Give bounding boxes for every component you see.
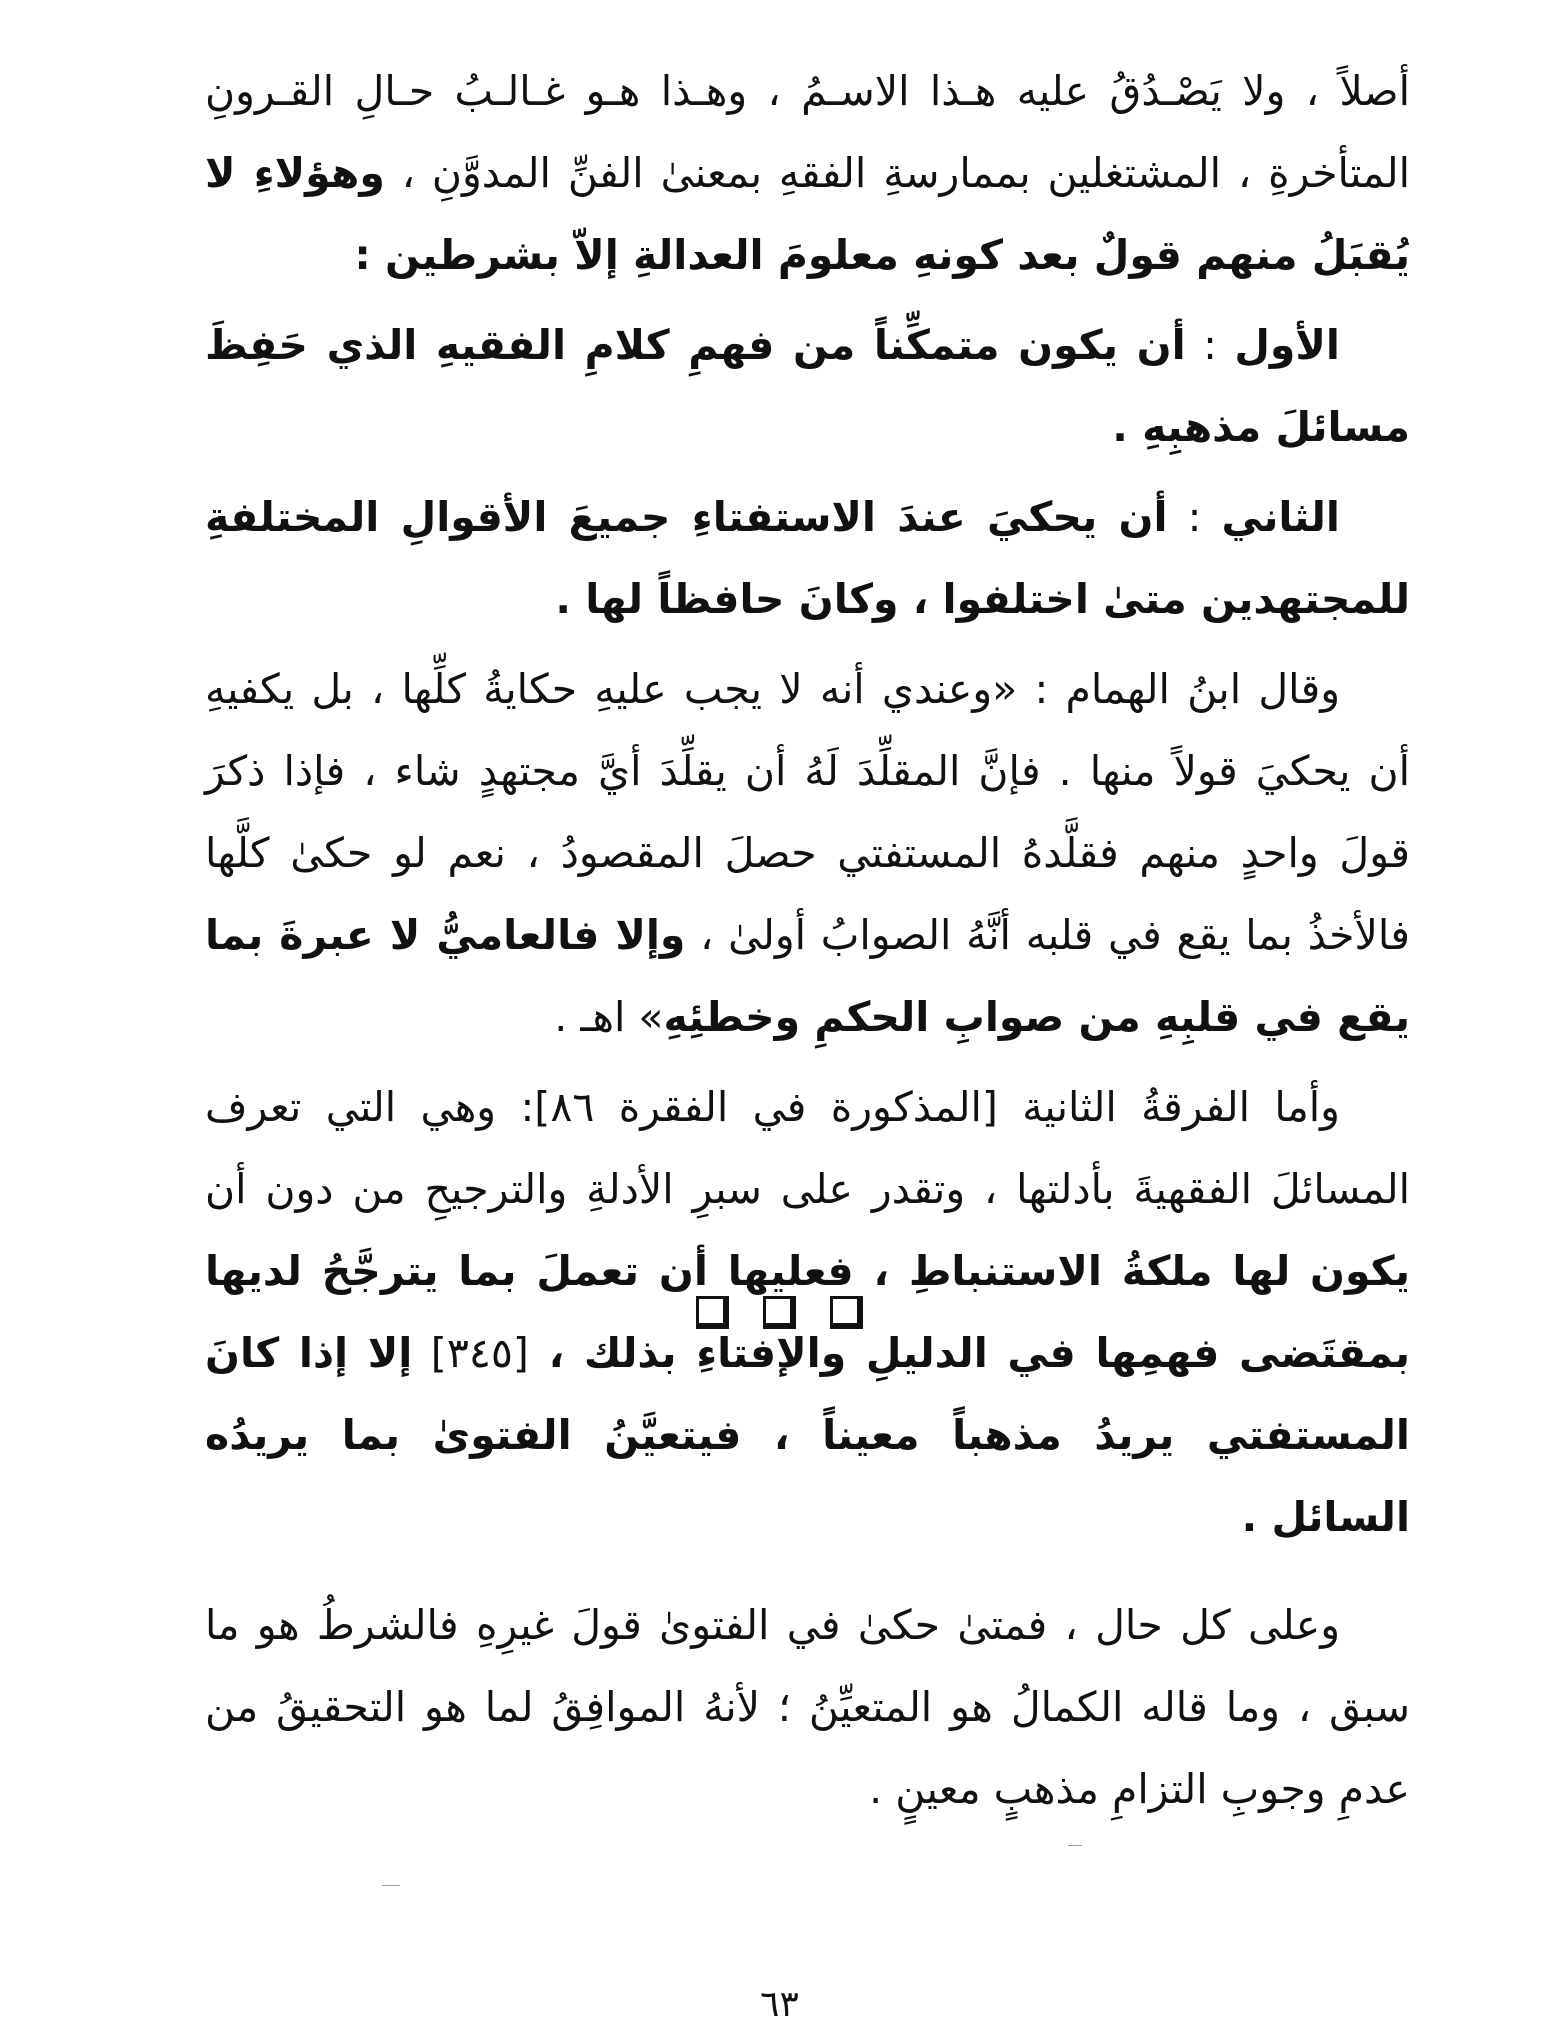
- bold-text-segment: إلا إذا كانَ المستفتي يريدُ مذهباً معيناً ، فيتعيَّنُ الفتوىٰ بما يريدُه السائل .: [205, 1329, 1410, 1541]
- bold-text-segment: أن يحكيَ عندَ الاستفتاءِ جميعَ الأقوالِ المختلفةِ للمجتهدين متىٰ اختلفوا ، وكانَ حافظاً لها .: [205, 493, 1410, 623]
- text-segment: [٣٤٥]: [412, 1329, 529, 1377]
- scan-speck: [382, 1885, 400, 1886]
- book-page-body: [205, 50, 1410, 1830]
- bold-text-segment: الثاني: [1221, 493, 1340, 541]
- text-segment: :: [1167, 493, 1222, 541]
- bold-text-segment: وإلا فالعاميُّ لا عبرةَ بما يقع في قلبِهِ من صوابِ الحكمِ وخطئِهِ: [205, 911, 1410, 1041]
- paragraph-conditions-intro: [205, 50, 1410, 296]
- text-segment: :: [1185, 321, 1235, 369]
- bold-text-segment: أن يكون متمكِّناً من فهمِ كلامِ الفقيهِ الذي حَفِظَ مسائلَ مذهبِهِ .: [205, 321, 1410, 451]
- text-segment: وعلى كل حال ، فمتىٰ حكىٰ في الفتوىٰ قولَ غيرِهِ فالشرطُ هو ما سبق ، وما قاله الكمالُ هو المتعيِّنُ ؛ لأنهُ الموافِقُ لما هو التحقيقُ من عدمِ وجوبِ التزامِ مذهبٍ معينٍ .: [205, 1601, 1410, 1813]
- text-segment: وقال ابنُ الهمام : «وعندي أنه لا يجب عليهِ حكايةُ كلِّها ، بل يكفيهِ أن يحكيَ قولاً منها . فإنَّ المقلِّدَ لَهُ أن يقلِّدَ أيَّ مجتهدٍ شاء ، فإذا ذكرَ قولَ واحدٍ منهم فقلَّدهُ المستفتي حصلَ المقصودُ ، نعم لو حكىٰ كلَّها فالأخذُ بما يقع في قلبه أنَّهُ الصوابُ أولىٰ ،: [205, 665, 1410, 959]
- paragraph-second-condition: [205, 476, 1410, 640]
- paragraph-conclusion: [205, 1584, 1410, 1830]
- divider-box-icon: [763, 1296, 796, 1329]
- bold-text-segment: يكون لها ملكةُ الاستنباطِ ، فعليها أن تعملَ بما يترجَّحُ لديها بمقتَضى فهمِها في الدليلِ والإفتاءِ بذلك ،: [205, 1247, 1411, 1377]
- bold-text-segment: الأول: [1234, 321, 1340, 369]
- page-number: ٦٣: [760, 1984, 799, 2025]
- text-segment: » اهـ .: [554, 993, 664, 1041]
- section-divider: [0, 1296, 1559, 1329]
- text-segment: وأما الفرقةُ الثانية [المذكورة في الفقرة ٨٦]: وهي التي تعرف المسائلَ الفقهيةَ بأدلتها ، وتقدر على سبرِ الأدلةِ والترجيحِ من دون أن: [205, 1083, 1410, 1213]
- divider-box-icon: [830, 1296, 863, 1329]
- bold-text-segment: وهؤلاءِ لا يُقبَلُ منهم قولٌ بعد كونهِ معلومَ العدالةِ إلاّ بشرطين :: [205, 149, 1410, 279]
- divider-box-icon: [696, 1296, 729, 1329]
- scan-speck: [1068, 1845, 1082, 1846]
- text-segment: أصلاً ، ولا يَصْـدُقُ عليه هـذا الاسـمُ ، وهـذا هـو غـالـبُ حـالِ القـرونِ المتأخرةِ ، المشتغلين بممارسةِ الفقهِ بمعنىٰ الفنِّ المدوَّنِ ،: [205, 67, 1410, 197]
- paragraph-ibn-al-humam-quote: [205, 648, 1410, 1058]
- paragraph-first-condition: [205, 304, 1410, 468]
